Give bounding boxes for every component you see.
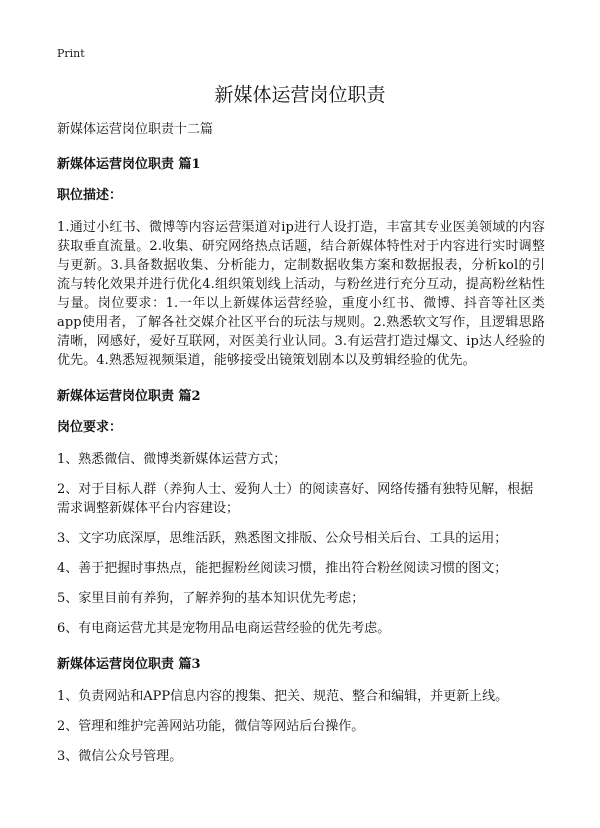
section-heading: 新媒体运营岗位职责 篇1 bbox=[57, 157, 201, 172]
section-label: 职位描述： bbox=[57, 188, 123, 203]
list-item: 1、熟悉微信、微博类新媒体运营方式； bbox=[57, 452, 287, 467]
section-1 bbox=[57, 156, 545, 370]
document-title: 新媒体运营岗位职责 bbox=[214, 84, 386, 106]
print-label: Print bbox=[57, 47, 85, 60]
section-2 bbox=[57, 388, 545, 638]
list-item: 2、管理和维护完善网站功能，微信等网站后台操作。 bbox=[57, 719, 365, 734]
list-item: 4、善于把握时事热点，能把握粉丝阅读习惯，推出符合粉丝阅读习惯的图文； bbox=[57, 561, 508, 576]
section-heading: 新媒体运营岗位职责 篇2 bbox=[57, 389, 201, 404]
section-paragraph: 1.通过小红书、微博等内容运营渠道对ip进行人设打造，丰富其专业医美领域的内容获取垂直流量。2.收集、研究网络热点话题，结合新媒体特性对于内容进行实时调整与更新。3.具备数据收集、分析能力，定制数据收集方案和数据报表，分析kol的引流与转化效果并进行优化4.组织策划线上活动，与粉丝进行充分互动，提高粉丝粘性与量。岗位要求：1.一年以上新媒体运营经验，重度小红书、微博、抖音等社区类app使用者，了解各社交媒介社区平台的玩法与规则。2.熟悉软文写作，且逻辑思路清晰，网感好，爱好互联网，对医美行业认同。3.有运营打造过爆文、ip达人经验的优先。4.熟悉短视频渠道，能够接受出镜策划剧本以及剪辑经验的优先。 bbox=[57, 220, 545, 368]
list-item: 5、家里目前有养狗，了解养狗的基本知识优先考虑； bbox=[57, 591, 365, 606]
section-heading: 新媒体运营岗位职责 篇3 bbox=[57, 657, 201, 672]
list-item: 2、对于目标人群（养狗人士、爱狗人士）的阅读喜好、网络传播有独特见解，根据需求调整新媒体平台内容建设； bbox=[57, 482, 534, 516]
document-subtitle: 新媒体运营岗位职责十二篇 bbox=[57, 122, 214, 137]
document-body bbox=[57, 121, 545, 777]
list-item: 1、负责网站和APP信息内容的搜集、把关、规范、整合和编辑，并更新上线。 bbox=[57, 689, 509, 704]
list-item: 6、有电商运营尤其是宠物用品电商运营经验的优先考虑。 bbox=[57, 621, 391, 636]
section-label: 岗位要求： bbox=[57, 420, 123, 435]
list-item: 3、微信公众号管理。 bbox=[57, 749, 183, 764]
section-3 bbox=[57, 656, 545, 766]
list-item: 3、文字功底深厚，思维活跃，熟悉图文排版、公众号相关后台、工具的运用； bbox=[57, 531, 508, 546]
